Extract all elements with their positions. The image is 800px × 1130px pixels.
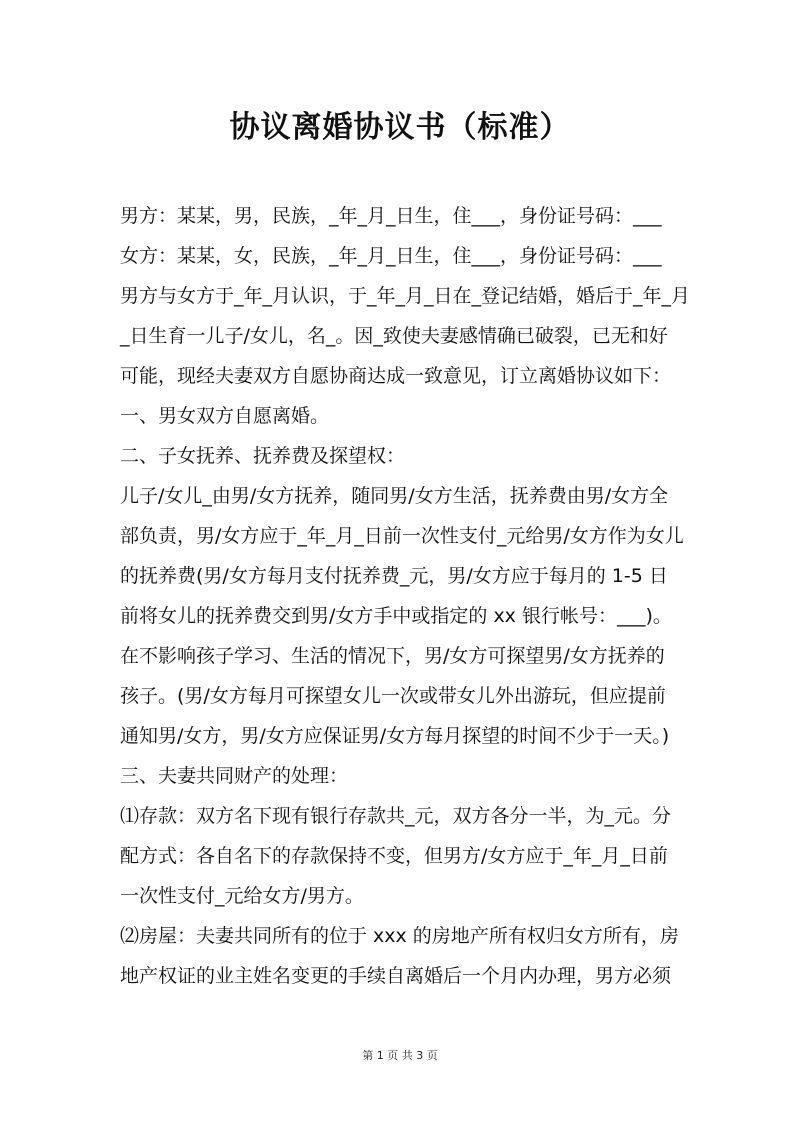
clause-heading-1: 一、男女双方自愿离婚。 [120,405,330,427]
body-line: 儿子/女儿_由男/女方抚养，随同男/女方生活，抚养费由男/女方全 [120,485,669,507]
document-body [120,196,692,996]
body-line: 男方：某某，男，民族，_年_月_日生，住___，身份证号码：___ [120,205,662,227]
clause-heading-3: 三、夫妻共同财产的处理： [120,765,349,787]
document-title: 协议离婚协议书（标准） [229,110,571,145]
body-line: ⑴存款：双方名下现有银行存款共_元，双方各分一半，为_元。分 [120,805,672,827]
body-line: 一次性支付_元给女方/男方。 [120,885,364,907]
body-line: 的抚养费(男/女方每月支付抚养费_元，男/女方应于每月的 1-5 日 [120,565,668,587]
body-line: 在不影响孩子学习、生活的情况下，男/女方可探望男/女方抚养的 [120,645,665,667]
body-line: 女方：某某，女，民族，_年_月_日生，住___，身份证号码：___ [120,245,662,267]
clause-heading-2: 二、子女抚养、抚养费及探望权： [120,445,406,467]
body-line: 可能，现经夫妻双方自愿协商达成一致意见，订立离婚协议如下： [120,365,672,387]
body-line: ⑵房屋：夫妻共同所有的位于 xxx 的房地产所有权归女方所有，房 [120,925,679,947]
page-number: 第 1 页 共 3 页 [362,1049,438,1062]
body-line: 通知男/女方，男/女方应保证男/女方每月探望的时间不少于一天。) [120,725,670,747]
body-line: 孩子。(男/女方每月可探望女儿一次或带女儿外出游玩，但应提前 [120,685,666,707]
body-line: 男方与女方于_年_月认识，于_年_月_日在_登记结婚，婚后于_年_月 [120,285,691,307]
body-line: _日生育一儿子/女儿，名_。因_致使夫妻感情确已破裂，已无和好 [120,325,668,347]
body-line: 配方式：各自名下的存款保持不变，但男方/女方应于_年_月_日前 [120,845,668,867]
body-line: 前将女儿的抚养费交到男/女方手中或指定的 xx 银行帐号：___)。 [120,605,672,627]
body-line: 部负责，男/女方应于_年_月_日前一次性支付_元给男/女方作为女儿 [120,525,684,547]
body-line: 地产权证的业主姓名变更的手续自离婚后一个月内办理，男方必须 [120,965,672,987]
